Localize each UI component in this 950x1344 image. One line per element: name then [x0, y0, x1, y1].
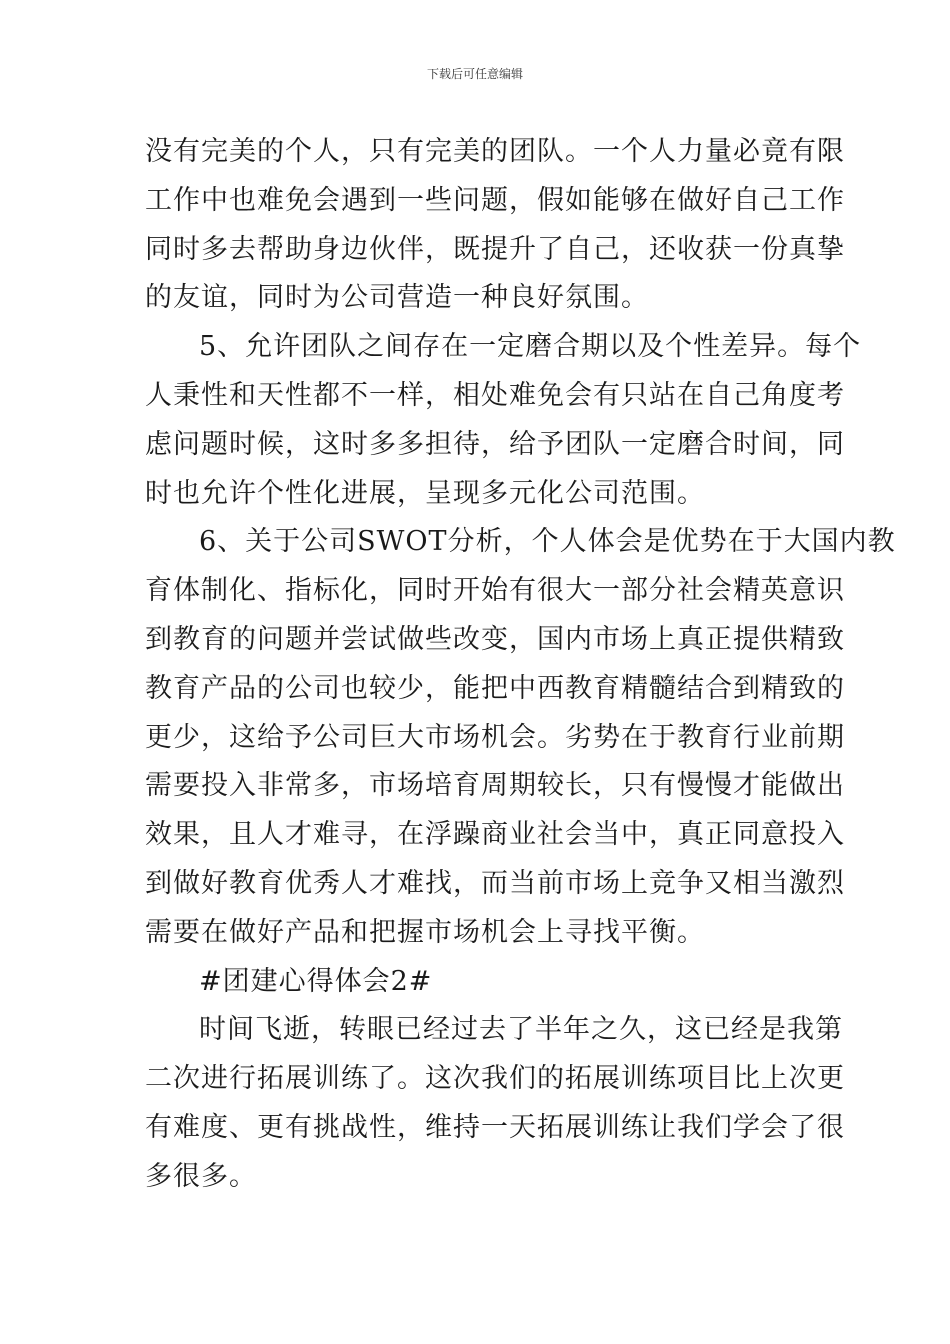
text-line: 有难度、更有挑战性，维持一天拓展训练让我们学会了很 [145, 1111, 845, 1143]
paragraph [145, 518, 896, 957]
text-line: 到做好教育优秀人才难找，而当前市场上竞争又相当激烈 [145, 867, 845, 899]
text-line: 人秉性和天性都不一样，相处难免会有只站在自己角度考 [145, 379, 845, 411]
text-line: 效果，且人才难寻，在浮躁商业社会当中，真正同意投入 [145, 819, 845, 851]
document-body [145, 128, 896, 1202]
text-line: 虑问题时候，这时多多担待，给予团队一定磨合时间，同 [145, 428, 845, 460]
text-line: 到教育的问题并尝试做些改变，国内市场上真正提供精致 [145, 623, 845, 655]
text-line: 6、关于公司SWOT分析，个人体会是优势在于大国内教 [199, 526, 896, 558]
text-line: 的友谊，同时为公司营造一种良好氛围。 [145, 282, 649, 314]
text-line: 需要在做好产品和把握市场机会上寻找平衡。 [145, 916, 705, 948]
text-line: 工作中也难免会遇到一些问题，假如能够在做好自己工作 [145, 184, 845, 216]
text-line: 育体制化、指标化，同时开始有很大一部分社会精英意识 [145, 575, 845, 607]
text-line: 更少，这给予公司巨大市场机会。劣势在于教育行业前期 [145, 721, 845, 753]
text-line: 同时多去帮助身边伙伴，既提升了自己，还收获一份真挚 [145, 233, 845, 265]
text-line: 需要投入非常多，市场培育周期较长，只有慢慢才能做出 [145, 770, 845, 802]
page-header-note: 下载后可任意编辑 [426, 67, 523, 81]
text-line: 多很多。 [145, 1160, 257, 1192]
text-line: 教育产品的公司也较少，能把中西教育精髓结合到精致的 [145, 672, 845, 704]
section-heading-text: #团建心得体会2# [199, 965, 433, 997]
text-line: 二次进行拓展训练了。这次我们的拓展训练项目比上次更 [145, 1063, 845, 1095]
paragraph [145, 323, 862, 518]
text-line: 5、允许团队之间存在一定磨合期以及个性差异。每个 [199, 331, 862, 363]
text-line: 时也允许个性化进展，呈现多元化公司范围。 [145, 477, 705, 509]
paragraph [145, 1006, 845, 1201]
section-heading [145, 958, 807, 1007]
text-line: 时间飞逝，转眼已经过去了半年之久，这已经是我第 [199, 1014, 843, 1046]
paragraph [145, 128, 845, 323]
text-line: 没有完美的个人，只有完美的团队。一个人力量必竟有限 [145, 136, 845, 167]
